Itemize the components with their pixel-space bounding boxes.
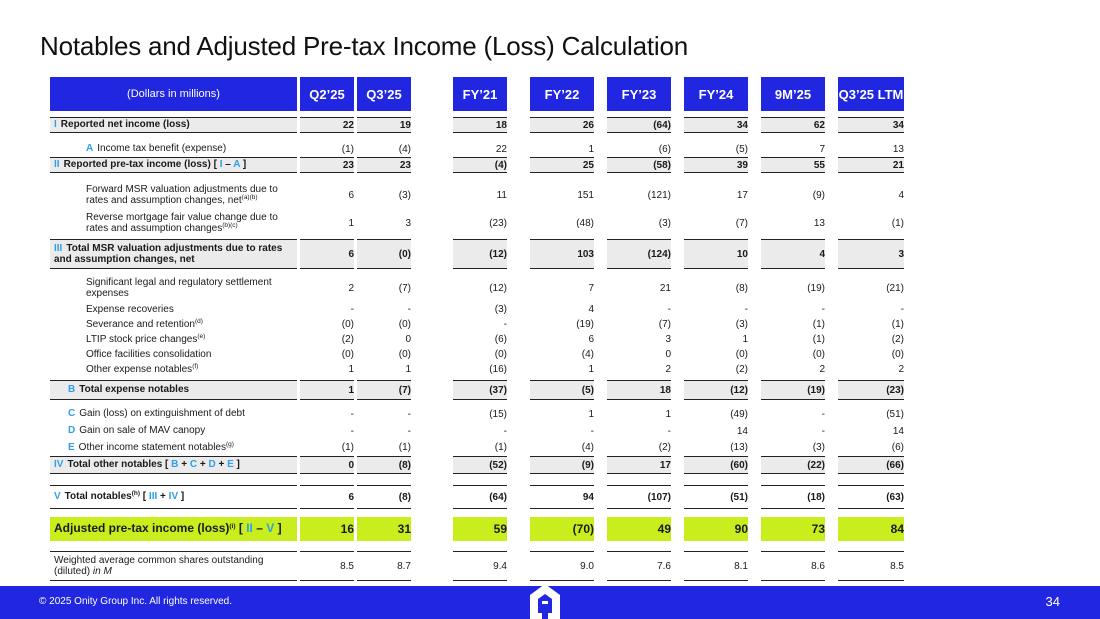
row-value: 17 [736, 189, 748, 201]
row-value: 4 [588, 304, 594, 315]
notables-table [50, 77, 904, 577]
table-row [50, 362, 904, 377]
row-value: (0) [891, 349, 904, 360]
formula-token: A [233, 159, 241, 171]
row-label [50, 302, 297, 317]
row-label [50, 551, 297, 581]
footnote-ref: (f) [192, 362, 199, 370]
header-col: FY’22 [530, 77, 594, 111]
row-value: (0) [398, 349, 411, 360]
footnote-ref: (i) [229, 523, 236, 531]
table-row [50, 380, 904, 400]
row-value: (0) [398, 319, 411, 330]
row-label-text: Total expense notables [79, 384, 190, 396]
table-row [50, 141, 904, 157]
row-value: 7.6 [607, 551, 671, 581]
row-value: - [503, 425, 507, 437]
row-value: 0 [665, 349, 671, 360]
row-value: 9.0 [530, 551, 594, 581]
row-value: (12) [453, 239, 507, 269]
row-label: Adjusted pre-tax income (loss)$^{(i)}$ [ II – V ] [50, 517, 297, 541]
table-row [50, 181, 904, 209]
row-value: 21 [659, 282, 671, 294]
table-row [50, 209, 904, 237]
row-value: (3) [735, 319, 748, 330]
page-title: Notables and Adjusted Pre-tax Income (Loss) Calculation [40, 31, 689, 61]
row-value: (2) [735, 364, 748, 375]
row-label-text: Other income statement notables [78, 441, 226, 453]
row-value: (4) [581, 349, 594, 360]
row-value: (18) [761, 485, 825, 509]
row-value: 8.6 [761, 551, 825, 581]
row-value: 1 [300, 380, 354, 400]
row-value: (8) [735, 282, 748, 294]
row-value: (6) [494, 334, 507, 345]
row-value: - [821, 425, 825, 437]
row-value: - [667, 304, 671, 315]
row-value: (16) [489, 364, 507, 375]
row-value: 6 [348, 189, 354, 201]
formula-token: V [266, 521, 275, 536]
row-value: - [350, 408, 354, 420]
row-value: (21) [886, 282, 904, 294]
row-value: 3 [405, 217, 411, 229]
row-value: 22 [495, 143, 507, 155]
formula-token: C [189, 459, 198, 471]
row-value: (1) [341, 442, 354, 453]
row-value: 8.5 [838, 551, 904, 581]
formula-token: D [208, 459, 216, 471]
footnote-ref: (a)(b) [241, 194, 258, 201]
row-value: 90 [684, 517, 748, 541]
row-value: 7 [819, 143, 825, 155]
row-value: (5) [735, 143, 748, 155]
row-value: (1) [398, 442, 411, 453]
row-value: (0) [357, 239, 411, 269]
row-numeral: V [54, 491, 61, 503]
row-label [50, 405, 297, 423]
row-label-text: Weighted average common shares outstanding (diluted) [54, 554, 264, 577]
row-label-text: Total other notables [ [67, 459, 169, 471]
row-value: (64) [607, 117, 671, 133]
formula-token: – [256, 521, 263, 536]
row-value: 3 [838, 239, 904, 269]
row-value: (64) [453, 485, 507, 509]
row-value: (3) [398, 189, 411, 201]
row-numeral: D [68, 425, 76, 437]
row-value: 22 [300, 117, 354, 133]
row-label [50, 274, 297, 302]
header-col: 9M’25 [761, 77, 825, 111]
table-row [50, 239, 904, 269]
footnote-ref: (h) [131, 490, 141, 498]
row-value: (7) [658, 319, 671, 330]
row-value: (0) [341, 349, 354, 360]
row-value: - [667, 425, 671, 437]
row-value: 62 [761, 117, 825, 133]
row-value: 3 [665, 334, 671, 345]
formula-token: II [246, 521, 253, 536]
row-label-text: Income tax benefit (expense) [97, 143, 227, 155]
row-label-text: Reported net income (loss) [60, 119, 190, 131]
row-value: (4) [398, 143, 411, 155]
row-value: (7) [357, 380, 411, 400]
header-col: FY’21 [453, 77, 507, 111]
onity-logo-icon [528, 582, 562, 619]
table-row [50, 332, 904, 347]
row-label [50, 380, 297, 400]
row-label-text: Adjusted pre-tax income (loss) [54, 521, 230, 536]
row-label-text: Severance and retention [86, 318, 195, 330]
row-value: - [744, 304, 748, 315]
row-value: (60) [684, 456, 748, 474]
formula-token: B [171, 459, 179, 471]
row-label-text: Office facilities consolidation [86, 348, 212, 360]
row-numeral: B [68, 384, 76, 396]
row-value: (19) [576, 319, 594, 330]
row-label-text: Expense recoveries [86, 303, 174, 315]
table-row [50, 157, 904, 173]
row-value: 18 [607, 380, 671, 400]
table-row [50, 456, 904, 474]
row-value: 1 [588, 143, 594, 155]
row-value: - [350, 304, 354, 315]
row-value: 1 [742, 334, 748, 345]
row-value: (4) [581, 442, 594, 453]
row-value: 49 [607, 517, 671, 541]
row-value: (63) [838, 485, 904, 509]
row-value: (49) [730, 408, 748, 420]
row-value: (0) [735, 349, 748, 360]
row-value: (3) [658, 217, 671, 229]
row-value: 1 [405, 364, 411, 375]
row-value: 55 [761, 157, 825, 173]
row-value: (1) [891, 319, 904, 330]
formula-token: – [225, 159, 231, 171]
row-numeral: E [68, 441, 75, 453]
row-value: 2 [665, 364, 671, 375]
row-value: 34 [684, 117, 748, 133]
table-row [50, 405, 904, 423]
row-value: - [407, 304, 411, 315]
footnote-ref: (d) [194, 317, 203, 325]
row-value: (9) [812, 189, 825, 201]
row-value: 0 [300, 456, 354, 474]
row-value: (23) [838, 380, 904, 400]
row-value: (107) [607, 485, 671, 509]
row-value: 103 [530, 239, 594, 269]
formula-token: + [199, 459, 206, 471]
row-value: 13 [813, 217, 825, 229]
row-value: 34 [838, 117, 904, 133]
row-value: (51) [684, 485, 748, 509]
row-value: (70) [530, 517, 594, 541]
row-value: 6 [300, 485, 354, 509]
row-value: (121) [647, 189, 671, 201]
row-value: 17 [607, 456, 671, 474]
table-row [50, 347, 904, 362]
row-value: (12) [489, 282, 507, 294]
row-value: (0) [341, 319, 354, 330]
row-label-text: LTIP stock price changes [86, 333, 198, 345]
row-label [50, 423, 297, 439]
row-value: 4 [761, 239, 825, 269]
row-value: (22) [761, 456, 825, 474]
row-value: (7) [398, 282, 411, 294]
row-value: (51) [886, 408, 904, 420]
row-value: (3) [494, 304, 507, 315]
row-label-text: Gain (loss) on extinguishment of debt [79, 408, 245, 420]
formula-token: + [160, 491, 166, 503]
header-col: Q3’25 LTM [838, 77, 904, 111]
row-label-text: Gain on sale of MAV canopy [79, 425, 206, 437]
row-label [50, 181, 297, 209]
row-label-text: Reported pre-tax income (loss) [ [63, 159, 217, 171]
formula-token: III [148, 491, 158, 503]
row-value: 19 [357, 117, 411, 133]
row-label [50, 209, 297, 237]
copyright: © 2025 Onity Group Inc. All rights reserved. [39, 596, 233, 607]
row-numeral: C [68, 408, 76, 420]
row-value: (124) [607, 239, 671, 269]
row-value: 6 [588, 334, 594, 345]
row-value: (7) [735, 217, 748, 229]
footnote-ref: (g) [225, 440, 234, 448]
header-col: Q3’25 [357, 77, 411, 111]
row-value: (2) [658, 442, 671, 453]
row-value: 2 [898, 364, 904, 375]
row-label-text: Reverse mortgage fair value change due to rates and assumption changes [86, 211, 278, 234]
row-value: 9.4 [453, 551, 507, 581]
row-label-text: Total notables [64, 491, 132, 503]
row-value: (19) [761, 380, 825, 400]
row-label [50, 239, 297, 269]
table-row [50, 302, 904, 317]
row-value: (5) [530, 380, 594, 400]
row-value: - [350, 425, 354, 437]
row-value: 2 [819, 364, 825, 375]
table-row [50, 485, 904, 509]
row-label: V Total notables$^{(h)}$ [ III + IV ] [50, 485, 297, 509]
row-label [50, 117, 297, 133]
row-value: (1) [812, 319, 825, 330]
row-label [50, 347, 297, 362]
row-value: (48) [576, 217, 594, 229]
row-label [50, 317, 297, 332]
table-row [50, 423, 904, 439]
table-row [50, 551, 904, 581]
row-numeral: III [54, 242, 63, 254]
row-value: (37) [453, 380, 507, 400]
row-value: - [407, 425, 411, 437]
header-label: (Dollars in millions) [50, 77, 297, 111]
row-value: (2) [341, 334, 354, 345]
row-value: (6) [891, 442, 904, 453]
row-value: 7 [588, 282, 594, 294]
row-value: 14 [736, 425, 748, 437]
row-value: (52) [453, 456, 507, 474]
footnote-ref: (b)(c) [222, 222, 238, 229]
row-value: 94 [530, 485, 594, 509]
row-value: - [821, 304, 825, 315]
row-value: - [900, 304, 904, 315]
row-value: (1) [812, 334, 825, 345]
row-value: (12) [684, 380, 748, 400]
row-value: (13) [730, 442, 748, 453]
row-value: (1) [341, 143, 354, 155]
unit-note: in M [92, 566, 112, 577]
formula-token: E [227, 459, 234, 471]
row-value: (0) [494, 349, 507, 360]
row-value: 8.7 [357, 551, 411, 581]
row-value: (19) [807, 282, 825, 294]
row-value: 11 [496, 189, 507, 201]
row-value: 1 [665, 408, 671, 420]
row-value: (15) [489, 408, 507, 420]
table-header [50, 77, 904, 111]
table-row [50, 117, 904, 133]
row-label: IV Total other notables [ B + C + D + E ] [50, 456, 297, 474]
row-value: 151 [577, 189, 594, 201]
row-value: (23) [489, 217, 507, 229]
row-value: 8.1 [684, 551, 748, 581]
row-value: 10 [684, 239, 748, 269]
row-value: 1 [588, 408, 594, 420]
row-value: (4) [453, 157, 507, 173]
row-value: (1) [494, 442, 507, 453]
row-value: (1) [891, 217, 904, 229]
row-value: - [821, 408, 825, 420]
row-value: 25 [530, 157, 594, 173]
row-value: 84 [838, 517, 904, 541]
row-value: (0) [812, 349, 825, 360]
formula-token: I [219, 159, 223, 171]
row-label: II Reported pre-tax income (loss) [ I – A ] [50, 157, 297, 173]
row-value: 1 [348, 364, 354, 375]
row-value: 2 [348, 282, 354, 294]
row-label [50, 141, 297, 157]
row-label-text: Forward MSR valuation adjustments due to rates and assumption changes, net [86, 183, 278, 206]
row-value: 1 [348, 217, 354, 229]
row-value: (58) [607, 157, 671, 173]
row-value: 23 [300, 157, 354, 173]
row-value: 13 [892, 143, 904, 155]
row-value: 21 [838, 157, 904, 173]
header-col: FY’24 [684, 77, 748, 111]
row-value: 59 [453, 517, 507, 541]
table-row [50, 317, 904, 332]
row-value: 4 [898, 189, 904, 201]
row-numeral: II [54, 159, 60, 171]
table-row [50, 274, 904, 302]
header-col: FY’23 [607, 77, 671, 111]
row-value: (9) [530, 456, 594, 474]
row-value: 39 [684, 157, 748, 173]
row-label-text: Other expense notables [86, 363, 193, 375]
row-value: 14 [892, 425, 904, 437]
row-value: (8) [357, 485, 411, 509]
row-numeral: I [54, 119, 57, 131]
formula-token: + [181, 459, 188, 471]
row-label-text: Total MSR valuation adjustments due to rates and assumption changes, net [54, 242, 283, 265]
row-value: 18 [453, 117, 507, 133]
row-value: 73 [761, 517, 825, 541]
row-value: 8.5 [300, 551, 354, 581]
row-value: - [590, 425, 594, 437]
row-value: - [503, 319, 507, 330]
row-value: (66) [838, 456, 904, 474]
row-value: 6 [300, 239, 354, 269]
table-row [50, 439, 904, 456]
row-value: (2) [891, 334, 904, 345]
header-col: Q2’25 [300, 77, 354, 111]
row-value: 26 [530, 117, 594, 133]
row-value: (8) [357, 456, 411, 474]
formula-token: + [218, 459, 225, 471]
row-value: - [407, 408, 411, 420]
table-row [50, 517, 904, 541]
row-value: 31 [357, 517, 411, 541]
row-label [50, 439, 297, 456]
row-label [50, 362, 297, 377]
formula-token: IV [168, 491, 179, 503]
row-label [50, 332, 297, 347]
row-value: 16 [300, 517, 354, 541]
row-label-text: Significant legal and regulatory settlement expenses [86, 276, 272, 299]
row-value: (3) [812, 442, 825, 453]
row-value: 1 [588, 364, 594, 375]
row-value: 23 [357, 157, 411, 173]
row-value: (6) [658, 143, 671, 155]
footnote-ref: (e) [197, 332, 206, 340]
row-value: 0 [405, 334, 411, 345]
row-numeral: A [86, 143, 94, 155]
row-numeral: IV [54, 459, 64, 471]
page-number: 34 [1045, 594, 1060, 609]
